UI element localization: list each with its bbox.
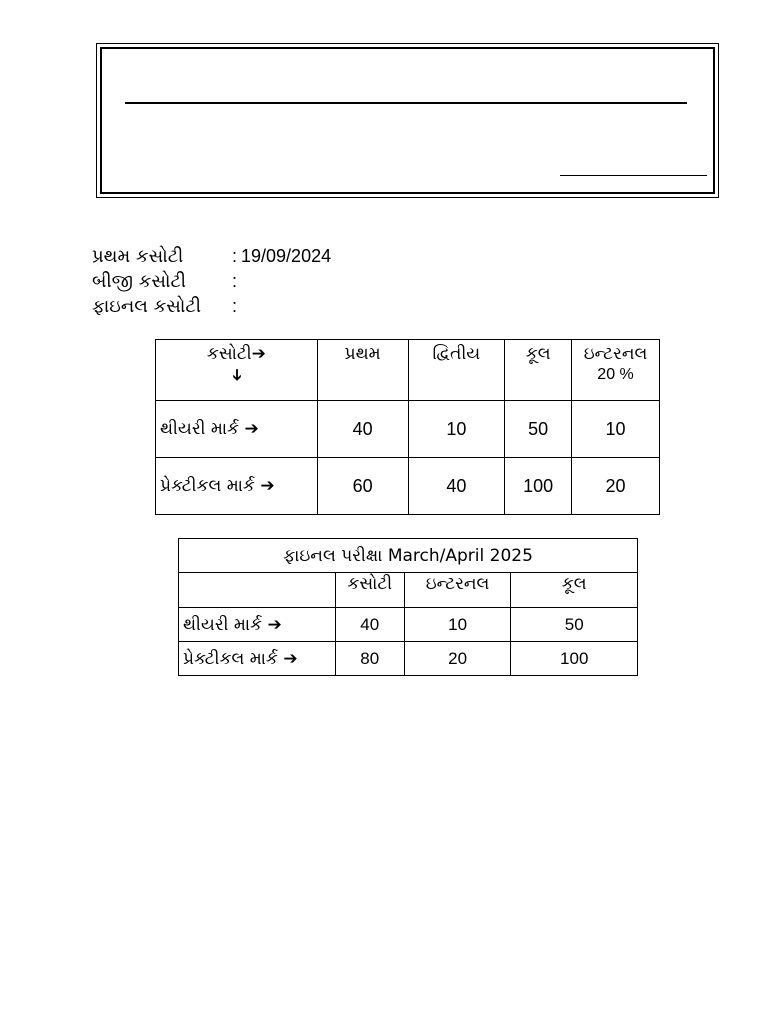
table-cell: 10 <box>404 608 511 642</box>
row-label: થીયરી માર્ક ➔ <box>156 401 318 458</box>
table-cell: 100 <box>505 458 572 515</box>
internal-header-label: ઇન્ટરનલ <box>583 344 648 364</box>
test-colon-value <box>232 269 241 294</box>
test-colon-value <box>232 244 331 269</box>
colon: : <box>232 246 238 266</box>
row-label: પ્રેક્ટીકલ માર્ક ➔ <box>179 642 336 676</box>
colon: : <box>232 271 238 291</box>
table-row <box>179 642 638 676</box>
corner-header-label: કસોટી➔ <box>206 344 266 364</box>
header-cell: કૂલ <box>505 340 572 401</box>
table-cell: 10 <box>408 401 505 458</box>
header-cell: ઇન્ટરનલ <box>404 573 511 608</box>
table-cell: 40 <box>335 608 404 642</box>
table-row <box>156 401 660 458</box>
marks-table <box>155 339 660 515</box>
internal-percent: 20 % <box>597 366 634 383</box>
table-title-row <box>179 539 638 573</box>
table-cell: 20 <box>404 642 511 676</box>
header-cell: પ્રથમ <box>317 340 408 401</box>
corner-header-cell <box>156 340 318 401</box>
table-cell: 100 <box>511 642 638 676</box>
colon: : <box>232 296 238 316</box>
row-label: પ્રેક્ટીકલ માર્ક ➔ <box>156 458 318 515</box>
final-exam-title: ફાઇનલ પરીક્ષા March/April 2025 <box>179 539 638 573</box>
table-cell: 10 <box>572 401 660 458</box>
table-cell: 40 <box>317 401 408 458</box>
header-cell: દ્વિતીય <box>408 340 505 401</box>
table-cell: 80 <box>335 642 404 676</box>
header-cell: કૂલ <box>511 573 638 608</box>
header-cell-internal <box>572 340 660 401</box>
table-row <box>179 608 638 642</box>
table-header-row <box>179 573 638 608</box>
header-cell <box>179 573 336 608</box>
table-cell: 50 <box>511 608 638 642</box>
final-exam-table <box>178 538 638 676</box>
test-label: બીજી કસોટી <box>92 271 187 292</box>
row-label: થીયરી માર્ક ➔ <box>179 608 336 642</box>
down-arrow-icon: ➔ <box>228 368 246 382</box>
header-title-line <box>125 102 687 104</box>
test-label: ફાઇનલ કસોટી <box>92 296 201 317</box>
table-cell: 60 <box>317 458 408 515</box>
header-inner-border <box>100 47 715 194</box>
header-cell: કસોટી <box>335 573 404 608</box>
test-date-value: 19/09/2024 <box>241 246 332 266</box>
test-label: પ્રથમ કસોટી <box>92 246 184 267</box>
table-row <box>156 458 660 515</box>
table-cell: 20 <box>572 458 660 515</box>
table-cell: 40 <box>408 458 505 515</box>
table-cell: 50 <box>505 401 572 458</box>
header-signature-line <box>560 175 707 176</box>
test-colon-value <box>232 294 241 319</box>
table-header-row <box>156 340 660 401</box>
